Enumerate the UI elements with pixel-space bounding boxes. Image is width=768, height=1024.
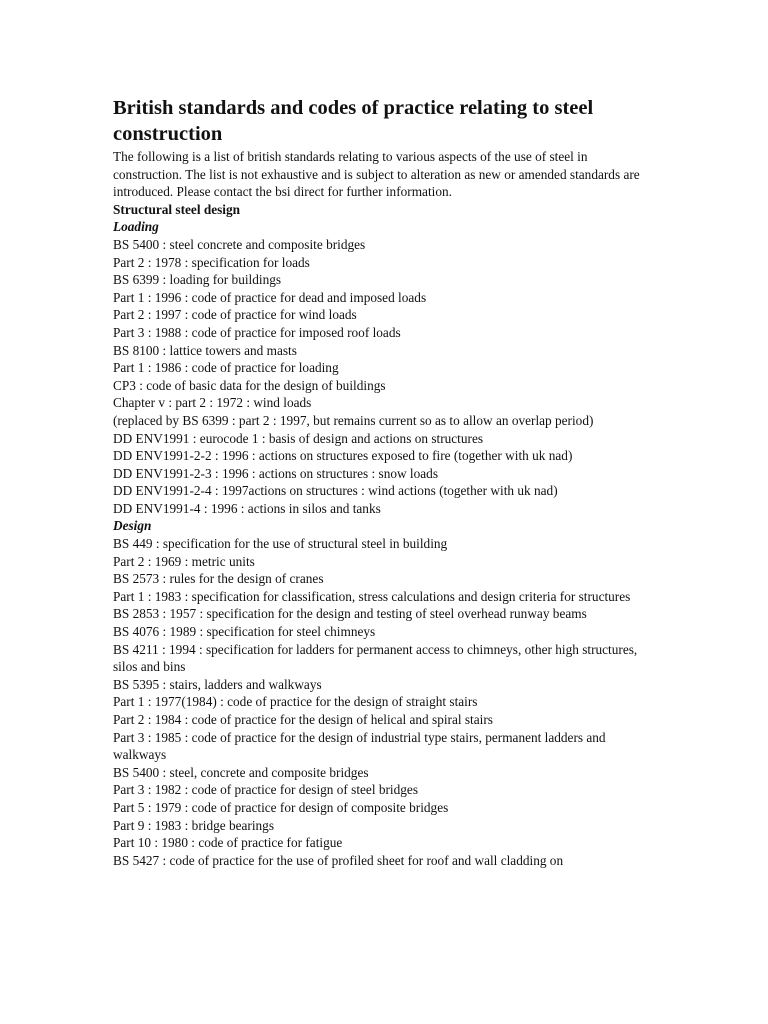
list-item: BS 4211 : 1994 : specification for ladders for permanent access to chimneys, other high structures, silos and bins	[113, 641, 638, 675]
list-item: BS 8100 : lattice towers and masts	[113, 342, 297, 358]
list-item: Part 2 : 1969 : metric units	[113, 553, 255, 569]
list-item: DD ENV1991 : eurocode 1 : basis of design and actions on structures	[113, 430, 484, 446]
list-item: Part 3 : 1988 : code of practice for imposed roof loads	[113, 324, 401, 340]
document-title: British standards and codes of practice relating to steel construction	[113, 97, 594, 145]
loading-list	[113, 236, 658, 518]
list-item: BS 5400 : steel concrete and composite bridges	[113, 236, 366, 252]
subheading-loading: Loading	[113, 219, 159, 235]
section-heading-structural-steel-design: Structural steel design	[113, 201, 241, 217]
list-item: Part 5 : 1979 : code of practice for design of composite bridges	[113, 799, 449, 815]
list-item: Part 10 : 1980 : code of practice for fatigue	[113, 835, 343, 851]
list-item: (replaced by BS 6399 : part 2 : 1997, but remains current so as to allow an overlap period)	[113, 412, 594, 428]
list-item: DD ENV1991-2-4 : 1997actions on structures : wind actions (together with uk nad)	[113, 483, 558, 499]
list-item: BS 4076 : 1989 : specification for steel chimneys	[113, 624, 376, 640]
list-item: Part 2 : 1997 : code of practice for wind loads	[113, 307, 357, 323]
list-item: BS 5400 : steel, concrete and composite bridges	[113, 764, 369, 780]
list-item: Part 2 : 1984 : code of practice for the design of helical and spiral stairs	[113, 712, 493, 727]
subheading-design: Design	[113, 518, 152, 534]
document-page	[113, 95, 658, 869]
intro-paragraph: The following is a list of british standards relating to various aspects of the use of steel in construction. The list is not exhaustive and is subject to alteration as new or amended standards are introduced. Please contact the bsi direct for further information.	[113, 149, 640, 200]
list-item: Part 1 : 1996 : code of practice for dead and imposed loads	[113, 289, 427, 305]
list-item: CP3 : code of basic data for the design of buildings	[113, 377, 386, 393]
list-item: Part 1 : 1986 : code of practice for loading	[113, 360, 339, 376]
list-item: BS 2853 : 1957 : specification for the design and testing of steel overhead runway beams	[113, 606, 587, 622]
list-item: BS 2573 : rules for the design of cranes	[113, 571, 324, 587]
list-item: BS 449 : specification for the use of structural steel in building	[113, 536, 448, 552]
list-item: DD ENV1991-2-3 : 1996 : actions on structures : snow loads	[113, 465, 438, 481]
list-item: Chapter v : part 2 : 1972 : wind loads	[113, 395, 312, 411]
list-item: Part 3 : 1982 : code of practice for design of steel bridges	[113, 782, 418, 798]
list-item: DD ENV1991-4 : 1996 : actions in silos and tanks	[113, 500, 381, 516]
list-item: BS 5395 : stairs, ladders and walkways	[113, 676, 322, 692]
list-item: Part 1 : 1983 : specification for classification, stress calculations and design criteria for structures	[113, 588, 631, 604]
list-item: Part 2 : 1978 : specification for loads	[113, 254, 310, 270]
design-list	[113, 535, 658, 869]
list-item: Part 3 : 1985 : code of practice for the design of industrial type stairs, permanent ladders and walkways	[113, 729, 606, 763]
list-item: BS 6399 : loading for buildings	[113, 272, 282, 288]
list-item: Part 9 : 1983 : bridge bearings	[113, 817, 275, 833]
list-item: Part 1 : 1977(1984) : code of practice for the design of straight stairs	[113, 694, 478, 710]
list-item: DD ENV1991-2-2 : 1996 : actions on structures exposed to fire (together with uk nad)	[113, 448, 573, 464]
list-item: BS 5427 : code of practice for the use of profiled sheet for roof and wall cladding on	[113, 852, 564, 868]
